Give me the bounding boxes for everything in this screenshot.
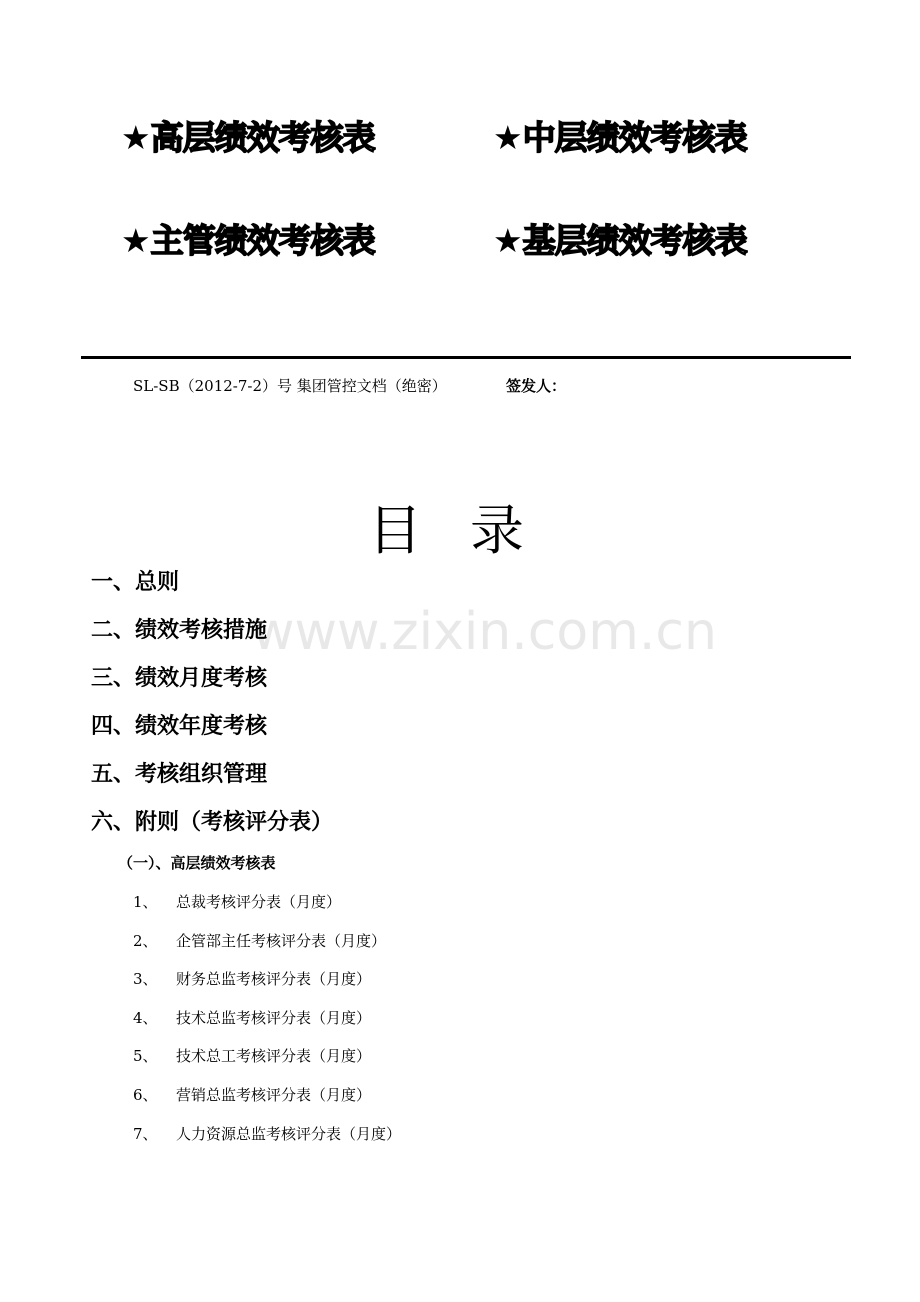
- list-item: [133, 1007, 371, 1028]
- list-item-text: 财务总监考核评分表（月度）: [176, 970, 372, 988]
- list-item-text: 企管部主任考核评分表（月度）: [176, 932, 387, 950]
- signer-label: 签发人：: [506, 377, 567, 395]
- toc-item-measures: 二、绩效考核措施: [91, 618, 268, 643]
- hero-title-base: [493, 215, 747, 262]
- hero-title-label: 主管绩效考核表: [150, 221, 375, 260]
- list-item-number: 4、: [133, 1009, 158, 1027]
- document-number: SL-SB（2012-7-2）号 集团管控文档（绝密）: [133, 377, 447, 395]
- hero-title-label: 基层绩效考核表: [522, 221, 747, 260]
- list-item-text: 总裁考核评分表（月度）: [176, 893, 342, 911]
- hero-title-label: 高层绩效考核表: [150, 118, 375, 157]
- toc-item-monthly: 三、绩效月度考核: [91, 666, 268, 691]
- list-item-number: 6、: [133, 1086, 158, 1104]
- star-icon: ★: [493, 221, 522, 260]
- list-item-text: 营销总监考核评分表（月度）: [176, 1086, 372, 1104]
- toc-item-annual: 四、绩效年度考核: [91, 714, 268, 739]
- list-item-number: 1、: [133, 893, 158, 911]
- list-item-text: 技术总工考核评分表（月度）: [176, 1047, 372, 1065]
- list-item: [133, 1084, 371, 1105]
- toc-item-general: 一、总则: [91, 570, 180, 595]
- list-item-number: 2、: [133, 932, 158, 950]
- list-item: [133, 891, 341, 912]
- toc-section-heading: （一）、高层绩效考核表: [118, 854, 276, 872]
- list-item-number: 5、: [133, 1047, 158, 1065]
- star-icon: ★: [493, 118, 522, 157]
- toc-title: [368, 488, 524, 565]
- toc-item-organization: 五、考核组织管理: [91, 762, 268, 787]
- star-icon: ★: [121, 118, 150, 157]
- list-item: [133, 930, 386, 951]
- hero-title-middle: [493, 112, 747, 159]
- list-item-text: 技术总监考核评分表（月度）: [176, 1009, 372, 1027]
- list-item-text: 人力资源总监考核评分表（月度）: [176, 1125, 402, 1143]
- header-divider: [81, 356, 851, 359]
- watermark-text: www.zixin.com.cn: [252, 602, 717, 662]
- list-item-number: 3、: [133, 970, 158, 988]
- list-item-number: 7、: [133, 1125, 158, 1143]
- list-item: [133, 1123, 401, 1144]
- list-item: [133, 1045, 371, 1066]
- hero-title-senior: [121, 112, 375, 159]
- toc-title-right: 录: [470, 499, 524, 562]
- toc-item-appendix: 六、附则（考核评分表）: [91, 810, 334, 835]
- hero-title-supervisor: [121, 215, 375, 262]
- star-icon: ★: [121, 221, 150, 260]
- toc-title-left: 目: [368, 499, 422, 562]
- hero-title-label: 中层绩效考核表: [522, 118, 747, 157]
- list-item: [133, 968, 371, 989]
